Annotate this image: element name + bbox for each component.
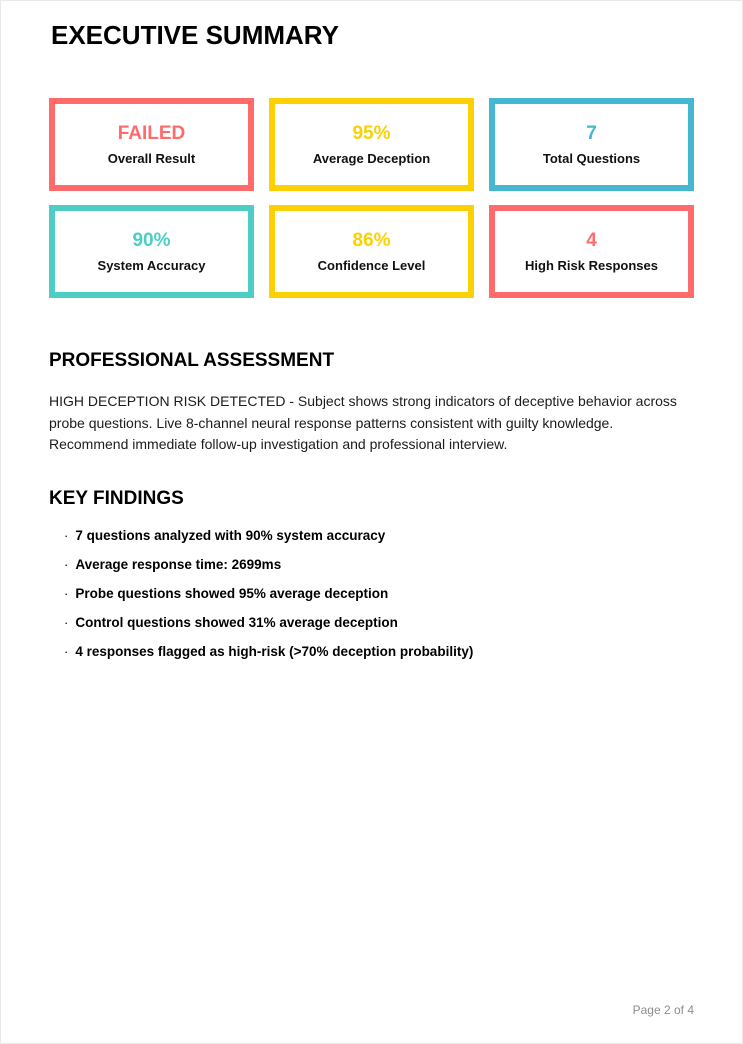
assessment-body: HIGH DECEPTION RISK DETECTED - Subject shows strong indicators of deceptive behavior across probe questions. Live 8-channel neural response patterns consistent with guilty knowledge. Recommend immediate follow-up investigation and professional interview.: [49, 393, 677, 452]
bullet-glyph: ·: [64, 644, 69, 660]
stat-value: FAILED: [117, 123, 186, 144]
stat-label: Average Deception: [312, 151, 431, 166]
bullet-glyph: ·: [64, 556, 69, 572]
stat-box-high-risk-responses: [489, 205, 694, 298]
bullet-glyph: ·: [64, 585, 69, 601]
stat-box-average-deception: [269, 98, 474, 191]
stat-value: 90%: [132, 230, 171, 251]
finding-item: [64, 645, 694, 659]
stats-grid: [49, 98, 694, 298]
stat-label: Overall Result: [107, 151, 196, 166]
assessment-heading: PROFESSIONAL ASSESSMENT: [49, 350, 335, 371]
stat-label: Total Questions: [542, 151, 641, 166]
stat-value: 95%: [352, 123, 391, 144]
bullet-glyph: ·: [64, 527, 69, 543]
stat-box-confidence-level: [269, 205, 474, 298]
stat-value: 7: [586, 123, 597, 144]
finding-item: [64, 558, 694, 572]
finding-text: Average response time: 2699ms: [75, 556, 282, 572]
finding-text: Control questions showed 31% average deception: [75, 615, 398, 631]
stat-value: 4: [586, 230, 597, 251]
findings-heading: KEY FINDINGS: [49, 487, 184, 509]
bullet-glyph: ·: [64, 615, 69, 631]
page-number: Page 2 of 4: [632, 1003, 694, 1017]
stat-box-overall-result: [49, 98, 254, 191]
finding-text: 4 responses flagged as high-risk (>70% deception probability): [75, 644, 474, 660]
stat-label: High Risk Responses: [525, 258, 658, 273]
finding-text: 7 questions analyzed with 90% system accuracy: [75, 527, 386, 543]
stat-label: System Accuracy: [97, 258, 206, 273]
findings-list: [49, 529, 694, 660]
finding-text: Probe questions showed 95% average deception: [75, 585, 389, 601]
stat-label: Confidence Level: [317, 258, 426, 273]
page-title: EXECUTIVE SUMMARY: [51, 20, 339, 50]
stat-box-total-questions: [489, 98, 694, 191]
stat-value: 86%: [352, 230, 391, 251]
stat-box-system-accuracy: [49, 205, 254, 298]
finding-item: [64, 616, 694, 630]
finding-item: [64, 587, 694, 601]
finding-item: [64, 529, 694, 543]
